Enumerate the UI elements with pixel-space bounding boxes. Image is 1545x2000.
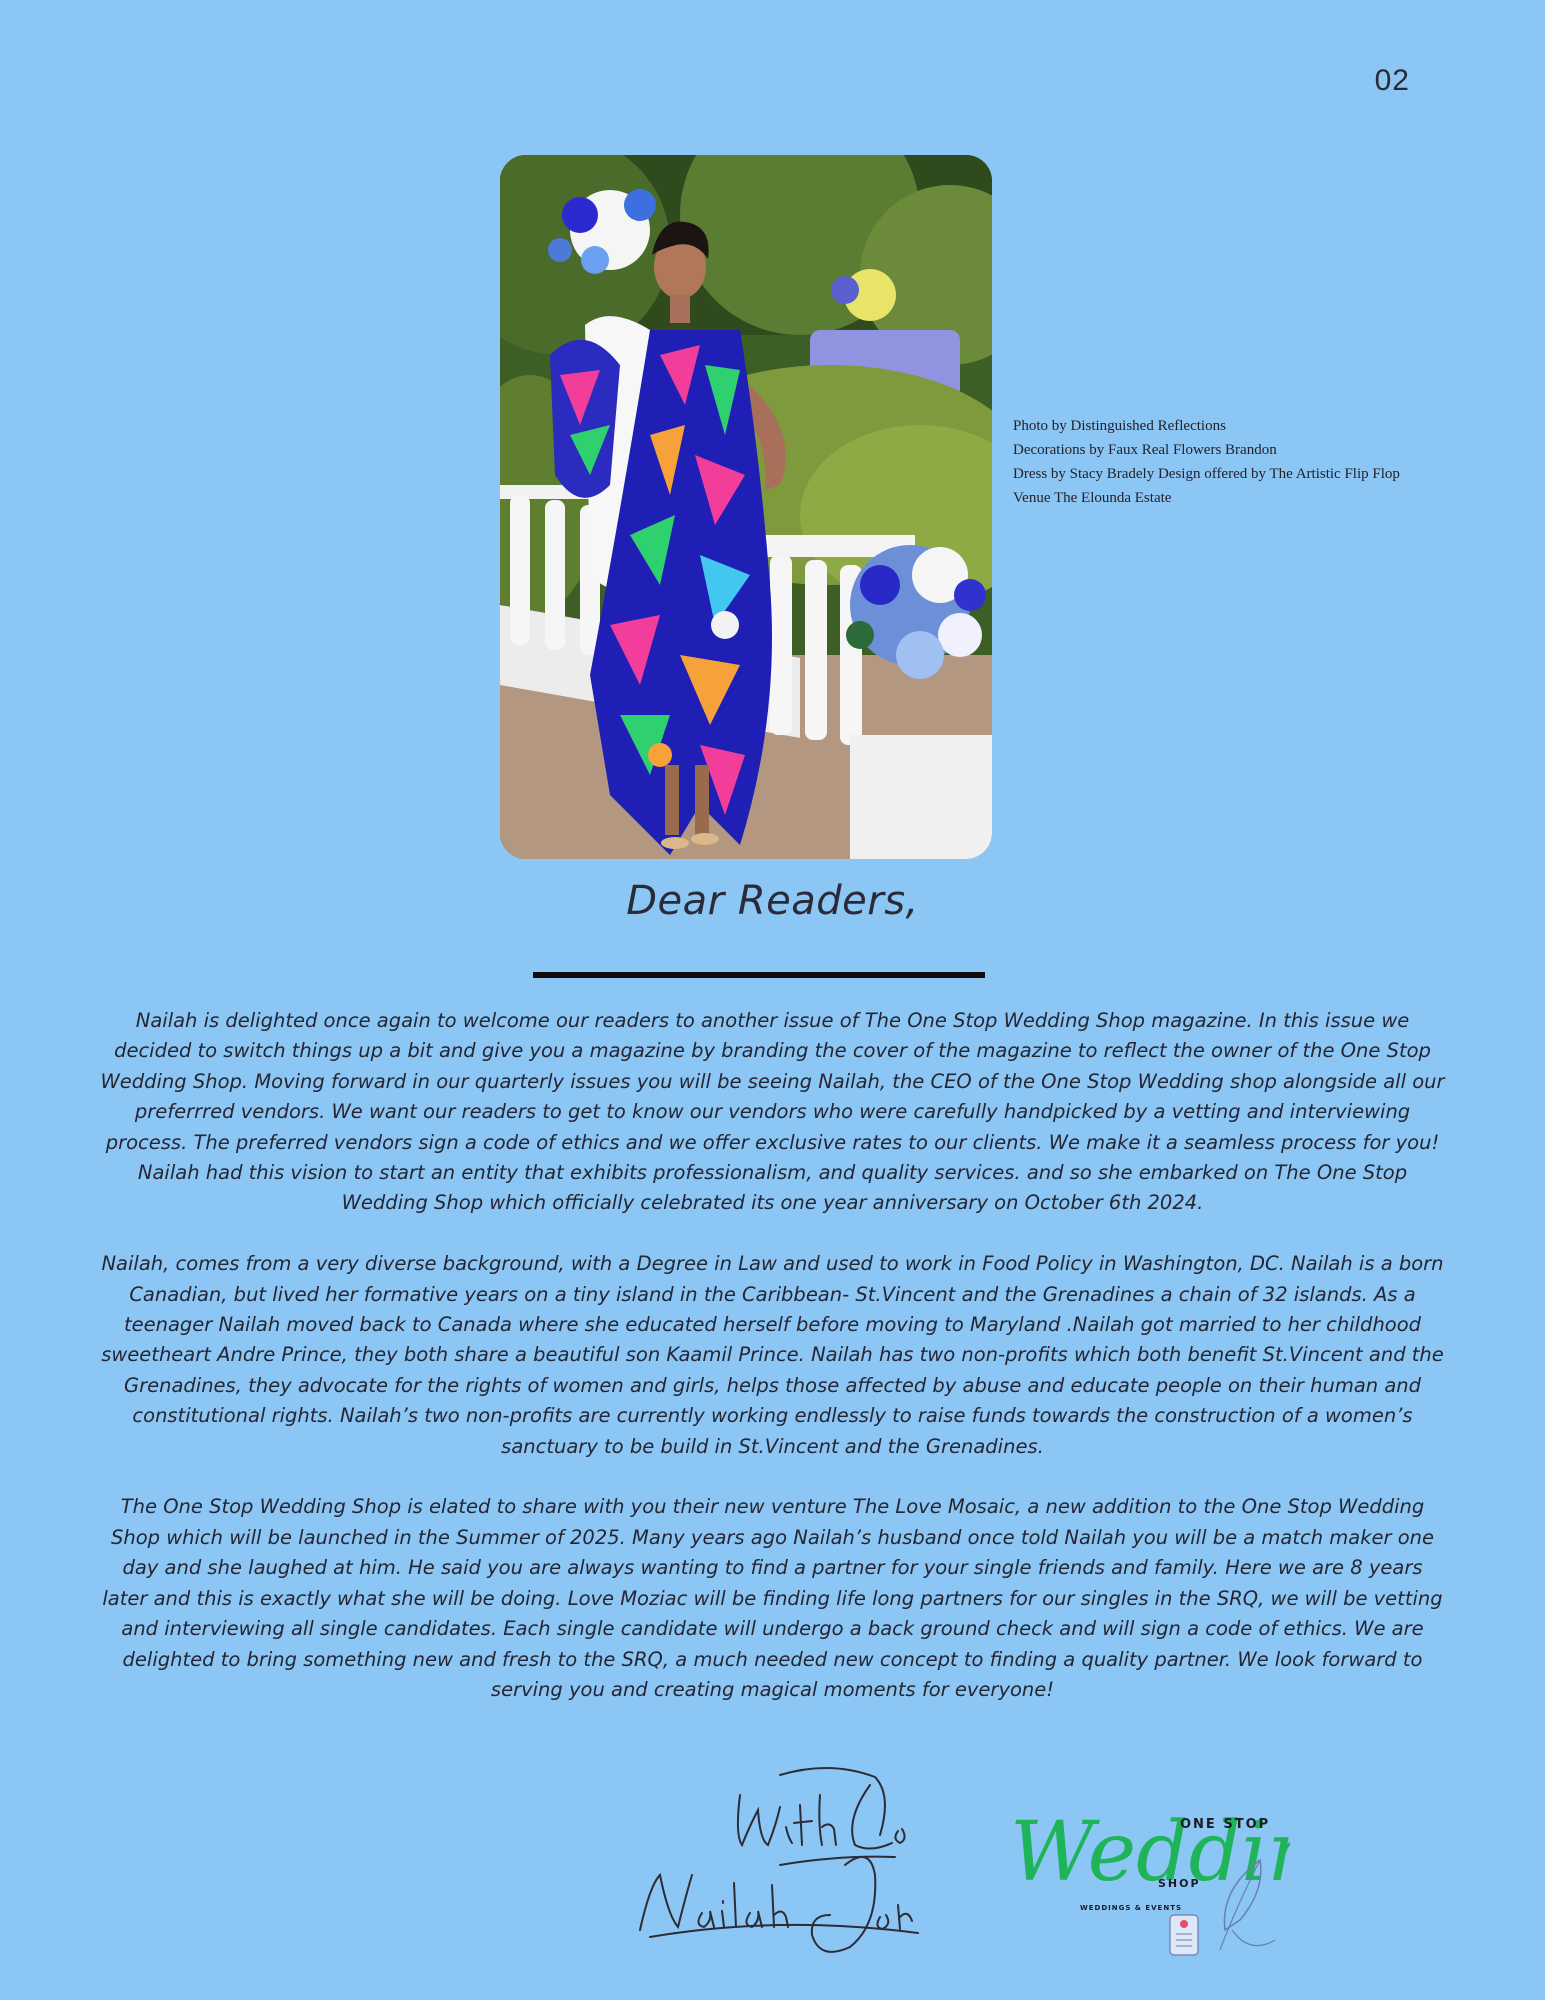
letter-paragraph-1: Nailah is delighted once again to welcome our readers to another issue of The One Stop Wedding Shop magazine. In this issue we decided to switch things up a bit and give you a magazine by branding the cover of the magazine to reflect the owner of the One Stop Wedding Shop. Moving forward in our quarterly issues you will be seeing Nailah, the CEO of the One Stop Wedding shop alongside all our preferrred vendors. We want our readers to get to know our vendors who were carefully handpicked by a vetting and interviewing process. The preferred vendors sign a code of ethics and we offer exclusive rates to our clients. We make it a seamless process for you! Nailah had this vision to start an entity that exhibits professionalism, and quality services. and so she embarked on The One Stop Wedding Shop which officially celebrated its one year anniversary on October 6th 2024. bbox=[100, 1009, 1445, 1215]
letter-paragraph-3: The One Stop Wedding Shop is elated to share with you their new venture The Love Mosaic, a new addition to the One Stop Wedding Shop which will be launched in the Summer of 2025. Many years ago Nailah’s husband once told Nailah you will be a match maker one day and she laughed at him. He said you are always wanting to find a partner for your single friends and family. Here we are 8 years later and this is exactly what she will be doing. Love Moziac will be finding life long partners for our singles in the SRQ, we will be vetting and interviewing all single candidates. Each single candidate will undergo a back ground check and will sign a code of ethics. We are delighted to bring something new and fresh to the SRQ, a much needed new concept to finding a quality partner. We look forward to serving you and creating magical moments for everyone! bbox=[102, 1495, 1443, 1701]
handwritten-signature-icon bbox=[630, 1765, 920, 1965]
photo-credits bbox=[1013, 414, 1433, 510]
credit-photographer: Photo by Distinguished Reflections bbox=[1013, 418, 1226, 434]
letter-body bbox=[100, 1006, 1445, 1736]
one-stop-wedding-shop-logo-icon bbox=[1010, 1780, 1290, 1960]
logo-shop-text: SHOP bbox=[1158, 1877, 1201, 1890]
heading-divider bbox=[533, 972, 985, 978]
credit-decorations: Decorations by Faux Real Flowers Brandon bbox=[1013, 442, 1277, 458]
logo-script-text: Weddi bbox=[1010, 1805, 1268, 1900]
page-number: 02 bbox=[1374, 64, 1410, 97]
logo-top-text: ONE STOP bbox=[1180, 1817, 1271, 1832]
portrait-photo bbox=[500, 155, 992, 859]
logo-tagline-text: WEDDINGS & EVENTS bbox=[1080, 1904, 1183, 1912]
letter-heading: Dear Readers, bbox=[626, 878, 919, 924]
credit-dress: Dress by Stacy Bradely Design offered by The Artistic Flip Flop bbox=[1013, 466, 1400, 482]
credit-venue: Venue The Elounda Estate bbox=[1013, 490, 1172, 506]
letter-paragraph-2: Nailah, comes from a very diverse background, with a Degree in Law and used to work in Food Policy in Washington, DC. Nailah is a born Canadian, but lived her formative years on a tiny island in the Caribbean- St.Vincent and the Grenadines a chain of 32 islands. As a teenager Nailah moved back to Canada where she educated herself before moving to Maryland .Nailah got married to her childhood sweetheart Andre Prince, they both share a beautiful son Kaamil Prince. Nailah has two non-profits which both benefit St.Vincent and the Grenadines, they advocate for the rights of women and girls, helps those affected by abuse and educate people on their human and constitutional rights. Nailah’s two non-profits are currently working endlessly to raise funds towards the construction of a women’s sanctuary to be build in St.Vincent and the Grenadines. bbox=[101, 1252, 1444, 1458]
portrait-photo-icon bbox=[500, 155, 992, 859]
